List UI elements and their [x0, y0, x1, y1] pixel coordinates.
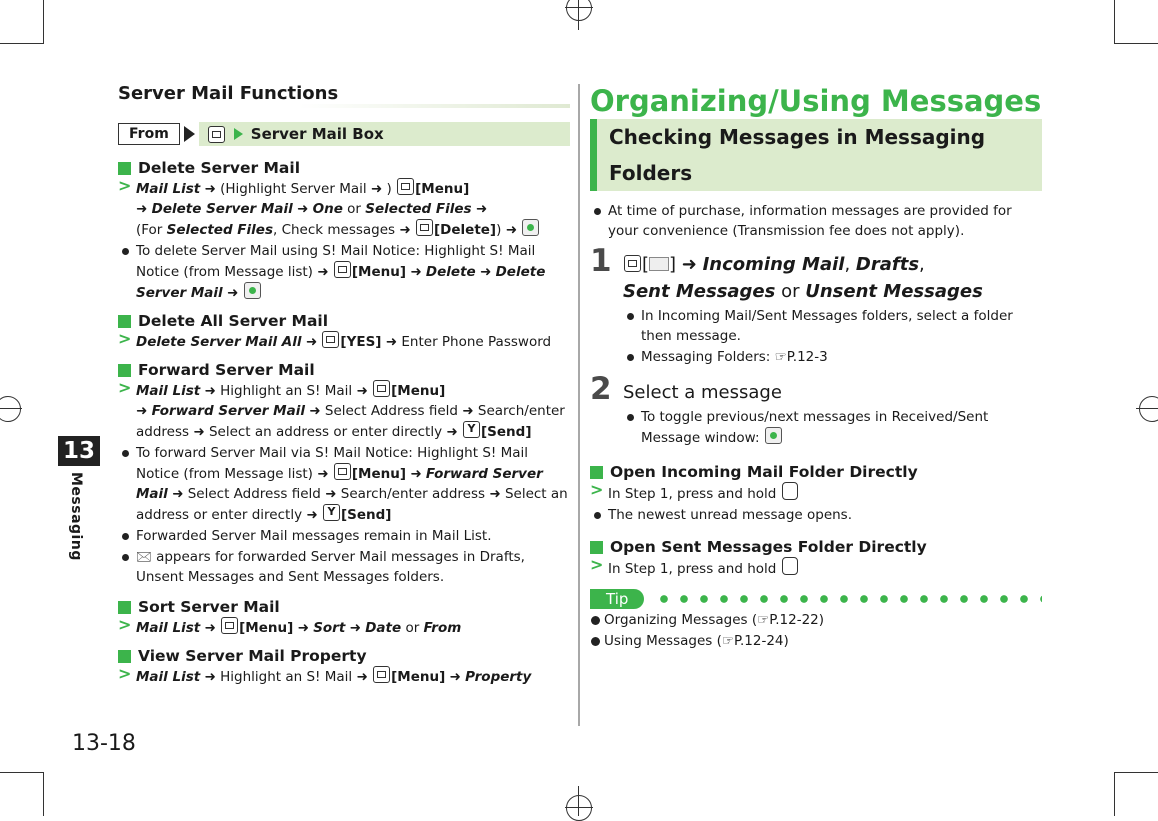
right-column — [590, 84, 1042, 651]
envelope-icon — [649, 257, 669, 271]
section-title: Server Mail Functions — [118, 84, 570, 108]
arrow-icon: ➜ — [349, 620, 361, 636]
square-icon — [590, 466, 603, 479]
arrow-icon: ➜ — [305, 334, 318, 350]
step-line: > Mail List ➜ Highlight an S! Mail ➜ [Menu] ➜ Forward Server Mail ➜ Select Address field ➜ Search/enter address ➜ Select an address or enter directly ➜ Y [Send] — [118, 380, 570, 442]
arrow-icon: ➜ — [297, 620, 309, 636]
arrow-icon: ➜ — [204, 181, 216, 197]
arrow-icon: ➜ — [399, 222, 411, 238]
subsection-title: Open Sent Messages Folder Directly — [590, 537, 1042, 557]
yes-key-icon — [323, 504, 340, 521]
arrow-icon: ➜ — [681, 254, 697, 275]
arrow-icon: ➜ — [136, 201, 148, 217]
step-line: > Delete Server Mail All ➜ [YES] ➜ Enter Phone Password — [118, 331, 570, 352]
arrow-icon: ➜ — [317, 264, 329, 280]
note: The newest unread message opens. — [590, 505, 1042, 525]
arrow-icon: ➜ — [505, 222, 517, 238]
arrow-icon: ➜ — [204, 620, 216, 636]
arrow-icon: ➜ — [370, 181, 383, 197]
yes-key-icon — [463, 421, 480, 438]
arrow-icon: ➜ — [297, 201, 309, 217]
step-number: 1 — [590, 243, 612, 279]
step-line: > Mail List ➜ (Highlight Server Mail ➜ ) [Menu] ➜ Delete Server Mail ➜ One or Selected Files ➜ (For Selected Files, Check messages ➜ [Delete]) ➜ — [118, 178, 570, 240]
mail-key-icon — [373, 380, 390, 397]
from-path — [118, 122, 570, 146]
from-path-bar — [199, 122, 570, 146]
square-icon — [118, 650, 131, 663]
section-heading: Checking Messages in Messaging Folders — [590, 119, 1042, 191]
step-1: 1 [ ] ➜ Incoming Mail, Drafts, Sent Messages or Unsent Messages In Incoming Mail/Sent Messages folders, select a folder then message. Messaging Folders: ☞P.12-3 — [590, 251, 1042, 367]
step-number: 2 — [590, 371, 612, 407]
subsection-title: Sort Server Mail — [118, 597, 570, 617]
step-line: > In Step 1, press and hold — [590, 482, 1042, 504]
mail-key-icon — [322, 331, 339, 348]
arrow-icon — [184, 126, 195, 142]
arrow-icon: ➜ — [489, 486, 501, 502]
step-line: > In Step 1, press and hold — [590, 557, 1042, 579]
square-icon — [118, 601, 131, 614]
side-key-icon — [782, 482, 798, 500]
arrow-icon: ➜ — [446, 424, 458, 440]
square-icon — [118, 315, 131, 328]
left-column — [118, 84, 570, 687]
note: In Incoming Mail/Sent Messages folders, select a folder then message. — [623, 306, 1042, 346]
arrow-icon: ➜ — [479, 264, 492, 280]
pointing-hand-icon: ☞ — [774, 349, 787, 365]
page-title: Organizing/Using Messages — [590, 84, 1042, 118]
intro-note: At time of purchase, information messages are provided for your convenience (Transmission fee does not apply). — [590, 201, 1042, 241]
note: To toggle previous/next messages in Received/Sent Message window: — [623, 407, 1042, 448]
tip-header — [590, 589, 1042, 609]
ok-key-icon — [244, 282, 261, 299]
forwarded-mail-icon: 🖂 — [136, 549, 152, 565]
arrow-icon: ➜ — [172, 486, 184, 502]
square-icon — [590, 541, 603, 554]
arrow-icon: ➜ — [204, 383, 216, 399]
arrow-icon: ➜ — [136, 403, 148, 419]
side-key-icon — [782, 557, 798, 575]
mail-key-icon — [624, 255, 641, 272]
note: To forward Server Mail via S! Mail Notice: Highlight S! Mail Notice (from Message list) ➜ [Menu] ➜ Forward Server Mail ➜ Select Address field ➜ Search/enter address ➜ Select an address or enter directly ➜ Y [Send] — [118, 443, 570, 525]
triangle-icon — [234, 128, 243, 140]
arrow-icon: ➜ — [306, 507, 318, 523]
arrow-icon: ➜ — [325, 486, 337, 502]
step-2: 2 Select a message To toggle previous/next messages in Received/Sent Message window: — [590, 379, 1042, 448]
chapter-label: Messaging — [68, 472, 84, 561]
subsection-title: Open Incoming Mail Folder Directly — [590, 462, 1042, 482]
mail-key-icon — [334, 261, 351, 278]
subsection-title: View Server Mail Property — [118, 646, 570, 666]
arrow-icon: ➜ — [356, 383, 368, 399]
arrow-icon: ➜ — [449, 669, 461, 685]
arrow-icon: ➜ — [204, 669, 216, 685]
square-icon — [118, 364, 131, 377]
arrow-icon: ➜ — [193, 424, 205, 440]
dotted-rule — [654, 595, 1042, 603]
step-line: > Mail List ➜ [Menu] ➜ Sort ➜ Date or From — [118, 617, 570, 638]
mail-key-icon — [221, 617, 238, 634]
tip-item: Using Messages (☞P.12-24) — [590, 631, 1042, 651]
note: To delete Server Mail using S! Mail Notice: Highlight S! Mail Notice (from Message list) ➜ [Menu] ➜ Delete ➜ Delete Server Mail ➜ — [118, 241, 570, 303]
arrow-icon: ➜ — [410, 466, 422, 482]
square-icon — [118, 162, 131, 175]
ok-key-icon — [522, 219, 539, 236]
from-path-text: Server Mail Box — [250, 125, 384, 143]
pointing-hand-icon: ☞ — [721, 633, 734, 649]
arrow-icon: ➜ — [356, 669, 368, 685]
arrow-icon: ➜ — [410, 264, 422, 280]
note: Messaging Folders: ☞P.12-3 — [623, 347, 1042, 367]
subsection-title: Forward Server Mail — [118, 360, 570, 380]
page-number: 13-18 — [72, 731, 136, 756]
arrow-icon: ➜ — [385, 334, 398, 350]
subsection-title: Delete All Server Mail — [118, 311, 570, 331]
chapter-tab: 13 — [58, 436, 100, 466]
arrow-icon: ➜ — [226, 285, 239, 301]
pointing-hand-icon: ☞ — [757, 612, 770, 628]
mail-key-icon — [397, 178, 414, 195]
mail-key-icon — [208, 126, 225, 143]
mail-key-icon — [373, 666, 390, 683]
step-line: > Mail List ➜ Highlight an S! Mail ➜ [Menu] ➜ Property — [118, 666, 570, 687]
tip-item: Organizing Messages (☞P.12-22) — [590, 610, 1042, 630]
note: Forwarded Server Mail messages remain in Mail List. — [118, 526, 570, 546]
mail-key-icon — [416, 219, 433, 236]
arrow-icon: ➜ — [317, 466, 329, 482]
tip-badge: Tip — [590, 589, 644, 609]
arrow-icon: ➜ — [462, 403, 474, 419]
subsection-title: Delete Server Mail — [118, 158, 570, 178]
note: 🖂 appears for forwarded Server Mail messages in Drafts, Unsent Messages and Sent Messages folders. — [118, 547, 570, 587]
arrow-icon: ➜ — [475, 201, 488, 217]
arrow-icon: ➜ — [309, 403, 321, 419]
mail-key-icon — [334, 463, 351, 480]
from-label: From — [118, 123, 180, 145]
ok-key-icon — [765, 427, 782, 444]
column-divider — [578, 84, 580, 726]
